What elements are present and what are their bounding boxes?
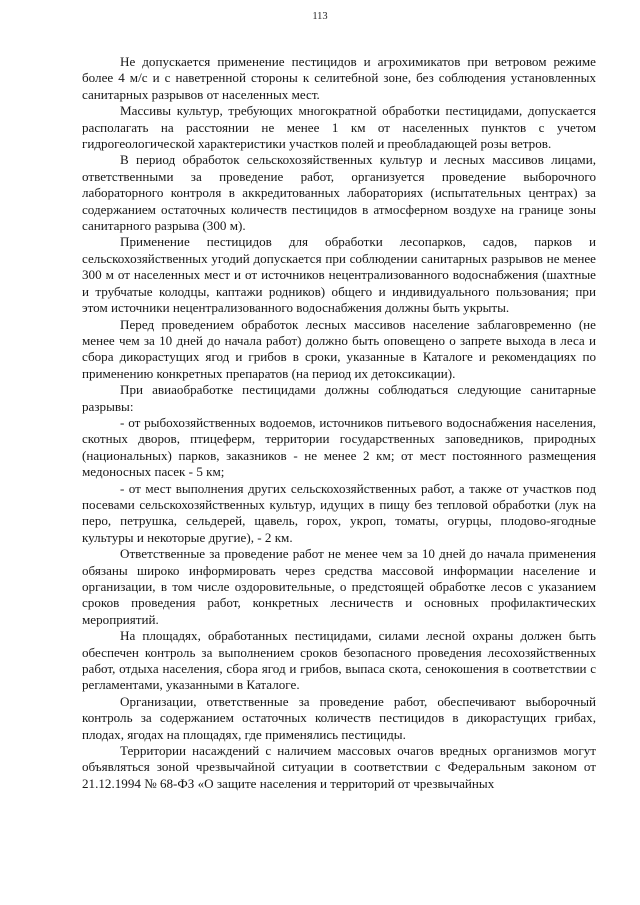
page-number: 113 (312, 11, 328, 22)
paragraph-wind-restriction: Не допускается применение пестицидов и агрохимикатов при ветровом режиме более 4 м/с и с наветренной стороны к селитебной зоне, без соблюдения установленных санитарных разрывов от населенных мест. (82, 54, 596, 102)
paragraph-crop-distance: Массивы культур, требующих многократной обработки пестицидами, допускается располагать на расстоянии не менее 1 км от населенных пунктов с учетом гидрогеологической характеристики участков полей и преобладающей розы ветров. (82, 103, 596, 152)
paragraph-sanitary-gaps: Применение пестицидов для обработки лесопарков, садов, парков и сельскохозяйственных угодий допускается при соблюдении санитарных разрывов не менее 300 м от населенных мест и от источников нецентрализованного водоснабжения (шахтные и трубчатые колодцы, каптажи родников) общего и индивидуального пользования; при этом источники нецентрализованного водоснабжения должны быть укрыты. (82, 234, 596, 316)
paragraph-population-notice: Перед проведением обработок лесных массивов население заблаговременно (не менее чем за 10 дней до начала работ) должно быть оповещено о запрете выхода в леса и сбора дикорастущих ягод и грибов в сроки, указанные в Каталоге и рекомендациях по применению конкретных препаратов (на период их детоксикации). (82, 316, 596, 381)
paragraph-emergency-zone: Территории насаждений с наличием массовых очагов вредных организмов могут объявляться зоной чрезвычайной ситуации в соответствии с Федеральным законом от 21.12.1994 № 68-ФЗ «О защите населения и территорий от чрезвычайных (82, 743, 596, 791)
paragraph-media-information: Ответственные за проведение работ не менее чем за 10 дней до начала применения обязаны широко информировать через средства массовой информации население и организации, в том числе оздоровительные, о предстоящей обработке лесов с указанием сроков проведения работ, конкретных лесничеств и основных профилактических мероприятий. (82, 546, 596, 627)
paragraph-residue-control: Организации, ответственные за проведение работ, обеспечивают выборочный контроль за содержанием остаточных количеств пестицидов в дикорастущих грибах, плодах, ягодах на площадях, где применялись пестициды. (82, 693, 596, 742)
list-item-water-sources: - от рыбохозяйственных водоемов, источников питьевого водоснабжения населения, скотных дворов, птицеферм, территории государственных заповедников, природных (национальных) парков, заказников - не менее 2 км; от мест постоянного размещения медоносных пасек - 5 км; (82, 414, 596, 480)
paragraph-aerial-treatment: При авиаобработке пестицидами должны соблюдаться следующие санитарные разрывы: (82, 382, 596, 414)
list-item-other-works: - от мест выполнения других сельскохозяйственных работ, а также от участков под посевами сельскохозяйственных культур, идущих в пищу без тепловой обработки (лук на перо, петрушка, сельдерей, щавель, горох, укроп, томаты, огурцы, плодово-ягодные культуры и некоторые другие), - 2 км. (82, 480, 596, 545)
paragraph-lab-control: В период обработок сельскохозяйственных культур и лесных массивов лицами, ответственными за проведение работ, организуется проведение выборочного лабораторного контроля в аккредитованных лабораториях (испытательных центрах) за содержанием остаточных количеств пестицидов в атмосферном воздухе на границе зоны санитарного разрыва (300 м). (82, 152, 596, 234)
paragraph-forest-guard-control: На площадях, обработанных пестицидами, силами лесной охраны должен быть обеспечен контроль за выполнением сроков безопасного проведения лесохозяйственных работ, отдыха населения, сбора ягод и грибов, выпаса скота, сенокошения в соответствии с регламентами, указанными в Каталоге. (82, 628, 596, 693)
document-body (82, 54, 596, 792)
